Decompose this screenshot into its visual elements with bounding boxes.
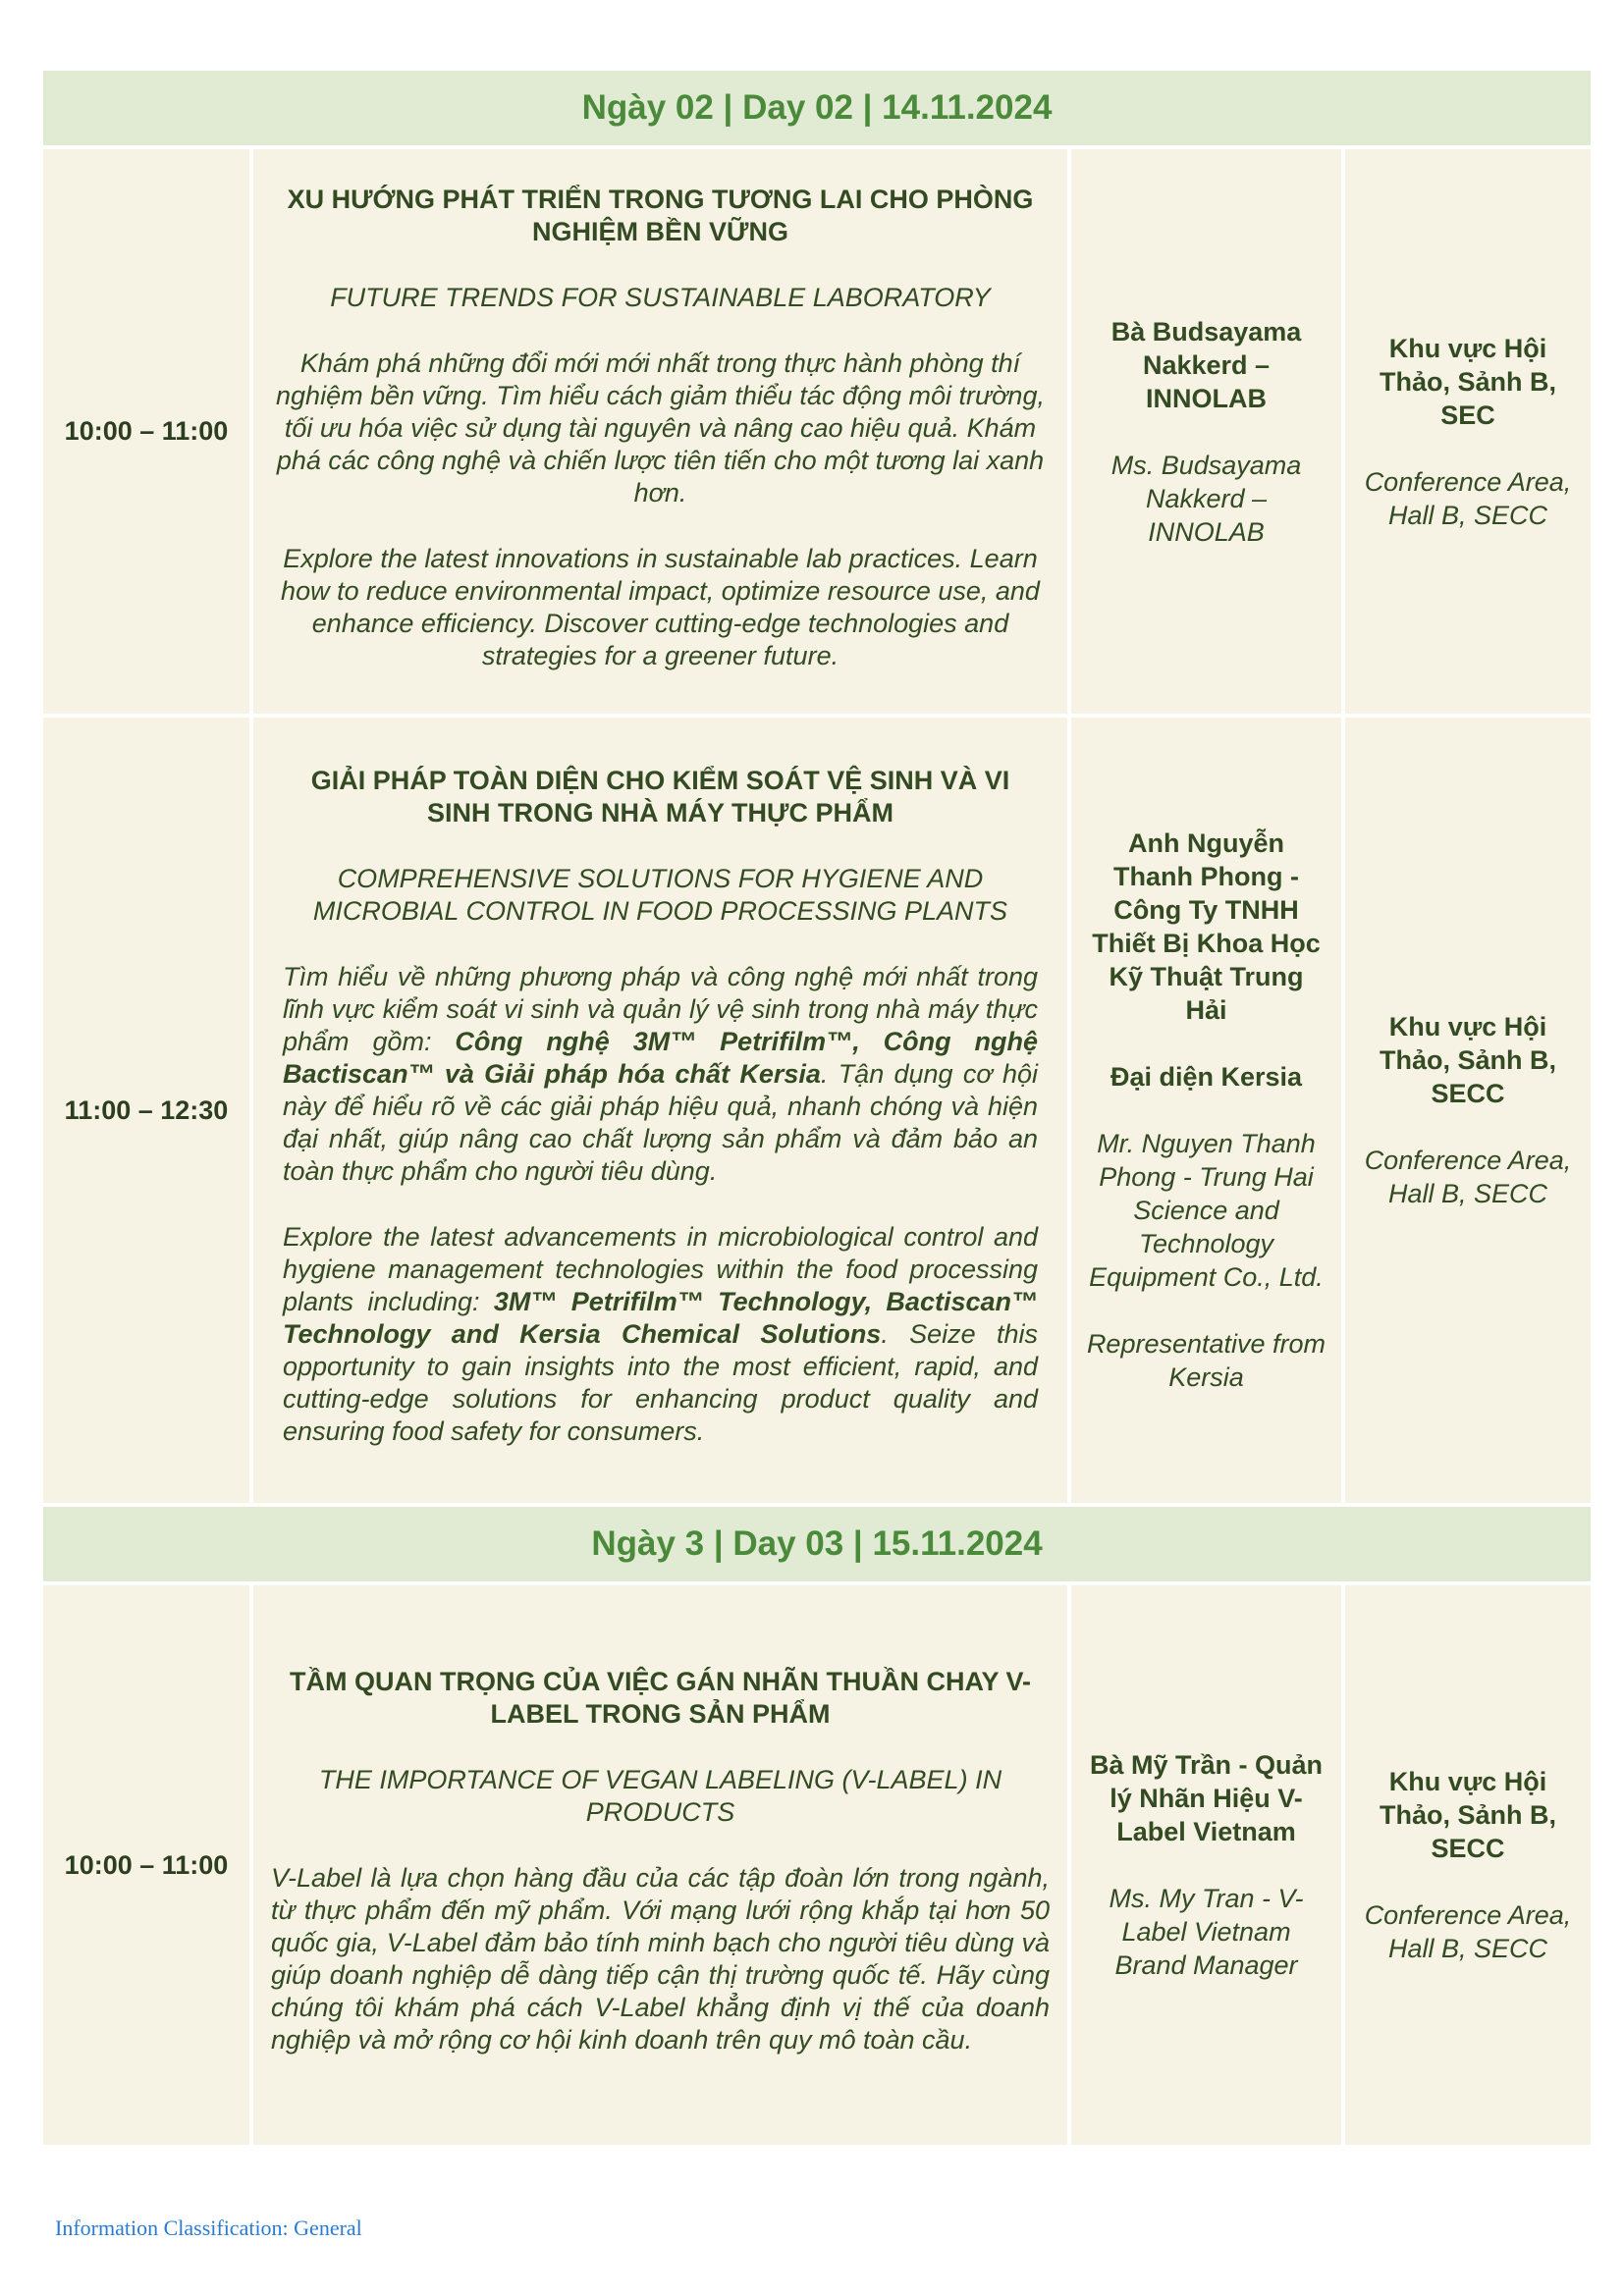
schedule-table: [39, 67, 1595, 2149]
description-highlight: 3M™ Petrifilm™ Technology, Bactiscan™ Technology and Kersia Chemical Solutions: [283, 1287, 1038, 1349]
speaker-name-vn: Bà Budsayama Nakkerd – INNOLAB: [1110, 316, 1302, 413]
session-speaker: [1071, 149, 1341, 714]
session-time: 10:00 – 11:00: [43, 149, 249, 714]
speaker-name-vn: Anh Nguyễn Thanh Phong - Công Ty TNHH Thiết Bị Khoa Học Kỹ Thuật Trung Hải: [1092, 828, 1321, 1025]
session-description-en: [283, 1221, 1038, 1448]
session-time: 11:00 – 12:30: [43, 718, 249, 1503]
session-description-vn: V-Label là lựa chọn hàng đầu của các tập đoàn lớn trong ngành, từ thực phẩm đến mỹ phẩm. Với mạng lưới rộng khắp tại hơn 50 quốc gia, V-Label đảm bảo tính minh bạch cho người tiêu dùng và giúp doanh nghiệp dễ dàng tiếp cận thị trường quốc tế. Hãy cùng chúng tôi khám phá cách V-Label khẳng định vị thế của doanh nghiệp và mở rộng cơ hội kinh doanh trên quy mô toàn cầu.: [271, 1863, 1050, 2055]
day-header: Ngày 3 | Day 03 | 15.11.2024: [43, 1507, 1591, 1581]
session-venue: [1345, 149, 1591, 714]
session-speaker: [1071, 718, 1341, 1503]
speaker-name-en: Ms. My Tran - V-Label Vietnam Brand Manager: [1109, 1884, 1304, 1980]
session-title-en: COMPREHENSIVE SOLUTIONS FOR HYGIENE AND MICROBIAL CONTROL IN FOOD PROCESSING PLANTS: [312, 864, 1008, 926]
speaker-name-en: Mr. Nguyen Thanh Phong - Trung Hai Science and Technology Equipment Co., Ltd.: [1089, 1129, 1324, 1292]
venue-en: Conference Area, Hall B, SECC: [1364, 1146, 1572, 1208]
session-title-en: FUTURE TRENDS FOR SUSTAINABLE LABORATORY: [330, 282, 991, 312]
session-time: 10:00 – 11:00: [43, 1585, 249, 2145]
session-title-vn: GIẢI PHÁP TOÀN DIỆN CHO KIỂM SOÁT VỆ SINH VÀ VI SINH TRONG NHÀ MÁY THỰC PHẨM: [310, 766, 1010, 828]
venue-vn: Khu vực Hội Thảo, Sảnh B, SEC: [1380, 333, 1557, 430]
session-content: [253, 1585, 1067, 2145]
venue-en: Conference Area, Hall B, SECC: [1364, 1900, 1572, 1963]
description-text: Tìm hiểu về những phương pháp và công nghệ mới nhất trong lĩnh vực kiểm soát vi sinh và quản lý vệ sinh trong nhà máy thực phẩm gồm:: [283, 962, 1038, 1056]
day-header-row: [43, 71, 1591, 145]
information-classification-footer: Information Classification: General: [55, 2216, 362, 2240]
day-header-row: [43, 1507, 1591, 1581]
session-venue: [1345, 1585, 1591, 2145]
session-description-vn: [283, 961, 1038, 1188]
session-content: [253, 718, 1067, 1503]
day-header: Ngày 02 | Day 02 | 14.11.2024: [43, 71, 1591, 145]
session-title-vn: XU HƯỚNG PHÁT TRIỂN TRONG TƯƠNG LAI CHO PHÒNG NGHIỆM BỀN VỮNG: [287, 184, 1034, 246]
description-text: Explore the latest advancements in microbiological control and hygiene management technologies within the food processing plants including:: [283, 1222, 1038, 1316]
description-highlight: Công nghệ 3M™ Petrifilm™, Công nghệ Bactiscan™ và Giải pháp hóa chất Kersia: [283, 1027, 1039, 1089]
venue-vn: Khu vực Hội Thảo, Sảnh B, SECC: [1380, 1767, 1557, 1863]
session-title-vn: TẦM QUAN TRỌNG CỦA VIỆC GÁN NHÃN THUẦN CHAY V-LABEL TRONG SẢN PHẨM: [289, 1667, 1032, 1729]
speaker-name-en-2: Representative from Kersia: [1086, 1329, 1326, 1392]
venue-en: Conference Area, Hall B, SECC: [1364, 466, 1572, 530]
session-description-vn: Khám phá những đổi mới mới nhất trong thực hành phòng thí nghiệm bền vững. Tìm hiểu cách giảm thiểu tác động môi trường, tối ưu hóa việc sử dụng tài nguyên và nâng cao hiệu quả. Khám phá các công nghệ và chiến lược tiên tiến cho một tương lai xanh hơn.: [276, 347, 1045, 507]
session-row: [43, 1585, 1591, 2145]
speaker-name-en: Ms. Budsayama Nakkerd – INNOLAB: [1110, 450, 1302, 547]
speaker-name-vn-2: Đại diện Kersia: [1110, 1062, 1303, 1092]
session-speaker: [1071, 1585, 1341, 2145]
description-text: . Seize this opportunity to gain insights into the most efficient, rapid, and cutting-edge solutions for enhancing product quality and ensuring food safety for consumers.: [283, 1319, 1038, 1446]
session-row: [43, 149, 1591, 714]
session-row: [43, 718, 1591, 1503]
session-venue: [1345, 718, 1591, 1503]
description-text: . Tận dụng cơ hội này để hiểu rõ về các giải pháp hiệu quả, nhanh chóng và hiện đại nhất, giúp nâng cao chất lượng sản phẩm và đảm bảo an toàn thực phẩm cho người tiêu dùng.: [283, 1059, 1038, 1186]
session-description-en: Explore the latest innovations in sustainable lab practices. Learn how to reduce environmental impact, optimize resource use, and enhance efficiency. Discover cutting-edge technologies and strategies for a greener future.: [281, 543, 1040, 670]
session-content: [253, 149, 1067, 714]
session-title-en: THE IMPORTANCE OF VEGAN LABELING (V-LABEL) IN PRODUCTS: [318, 1765, 1002, 1827]
speaker-name-vn: Bà Mỹ Trần - Quản lý Nhãn Hiệu V-Label Vietnam: [1089, 1750, 1324, 1846]
venue-vn: Khu vực Hội Thảo, Sảnh B, SECC: [1380, 1012, 1557, 1108]
